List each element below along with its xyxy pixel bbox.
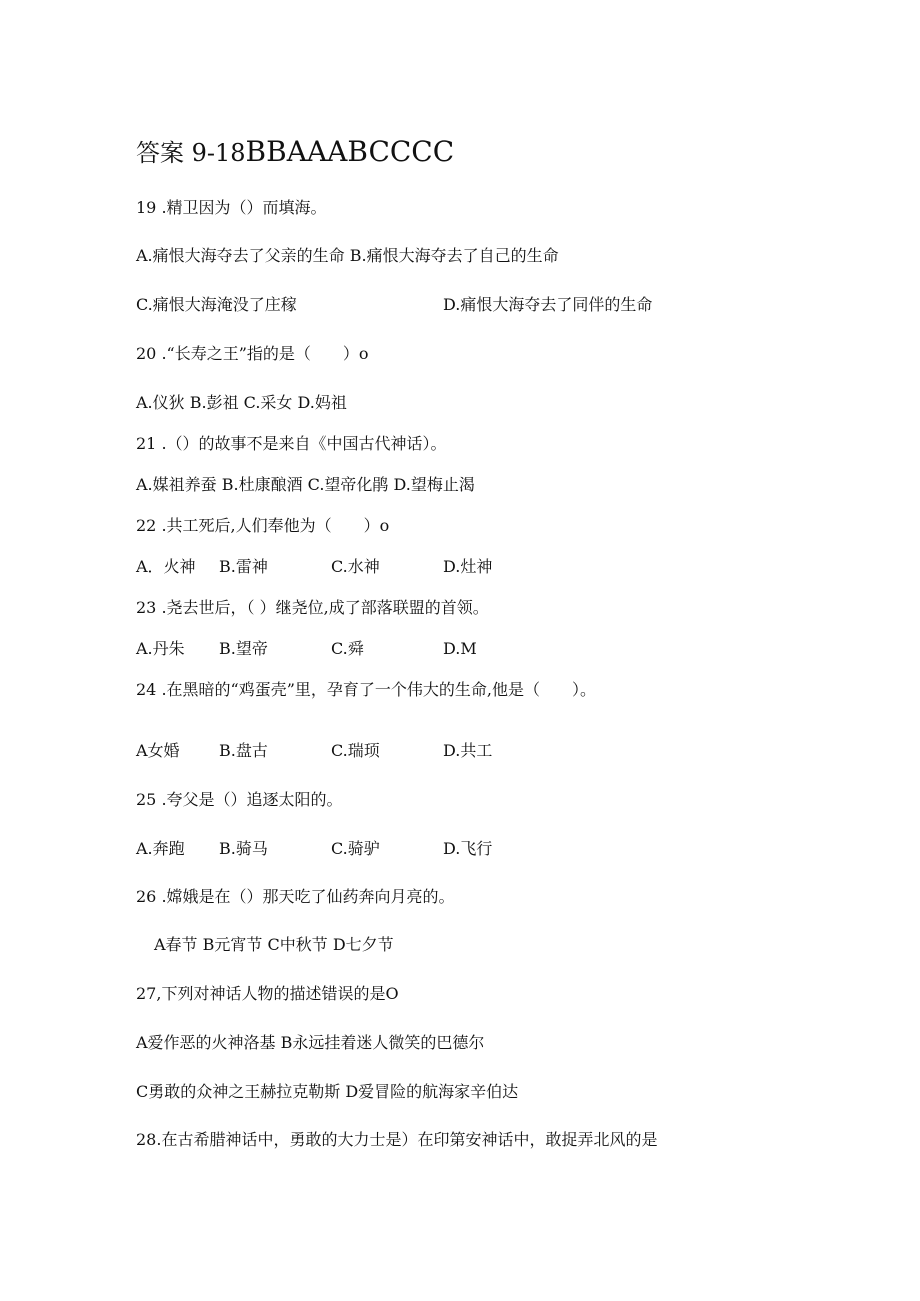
question-number: 27 (136, 984, 157, 1003)
question-26-stem (136, 886, 455, 908)
answer-key-heading (136, 137, 454, 168)
question-22-option-a: A．火神 (136, 557, 196, 576)
question-22-option-d: D.灶神 (443, 557, 493, 576)
question-number: 25 (136, 790, 157, 809)
question-22-stem (136, 515, 389, 537)
question-19-stem (136, 197, 327, 219)
question-28-stem (136, 1129, 657, 1151)
question-number: 22 (136, 516, 157, 535)
question-20-options: A.仪狄 B.彭祖 C.采女 D.妈祖 (136, 393, 347, 412)
question-23-stem (136, 597, 489, 619)
question-19-option-c: C.痛恨大海淹没了庄稼 (136, 295, 297, 314)
question-27-options-line-2: C勇敢的众神之王赫拉克勒斯 D爱冒险的航海家辛伯达 (136, 1082, 519, 1101)
question-text: .“长寿之王”指的是（ ）o (161, 344, 369, 363)
question-text: .嫦娥是在（）那天吃了仙药奔向月亮的。 (161, 887, 455, 906)
question-27-stem (136, 983, 399, 1005)
question-number: 21 (136, 434, 157, 453)
question-24-option-a: A女婚 (136, 741, 180, 760)
question-text: .夸父是（）追逐太阳的。 (161, 790, 343, 809)
question-22-option-b: B.雷神 (219, 557, 268, 576)
question-21-stem (136, 433, 447, 455)
question-25-stem (136, 789, 343, 811)
question-number: 23 (136, 598, 157, 617)
question-text: ,下列对神话人物的描述错误的是O (156, 984, 399, 1003)
question-text: .在古希腊神话中，勇敢的大力士是）在印第安神话中，敢捉弄北风的是 (156, 1130, 658, 1149)
question-19-option-d: D.痛恨大海夺去了同伴的生命 (443, 295, 653, 314)
question-26-options: A春节 B元宵节 C中秋节 D七夕节 (154, 935, 394, 954)
answer-key-label: 答案 9-18 (136, 139, 246, 167)
question-22-option-c: C.水神 (331, 557, 380, 576)
question-24-option-c: C.瑞顼 (331, 741, 380, 760)
question-number: 20 (136, 344, 157, 363)
question-25-option-a: A.奔跑 (136, 839, 185, 858)
question-text: .在黑暗的“鸡蛋壳”里，孕育了一个伟大的生命,他是（ ）。 (161, 680, 596, 699)
question-23-option-a: A.丹朱 (136, 639, 185, 658)
question-20-stem (136, 343, 369, 365)
question-24-option-d: D.共工 (443, 741, 493, 760)
question-23-option-c: C.舜 (331, 639, 364, 658)
question-24-option-b: B.盘古 (219, 741, 268, 760)
question-25-option-b: B.骑马 (219, 839, 268, 858)
question-21-options: A.媒祖养蚕 B.杜康酿酒 C.望帝化鹃 D.望梅止渴 (136, 475, 475, 494)
question-19-options-line-1 (136, 245, 559, 267)
answer-key-letters: BBAAABCCCC (245, 135, 455, 168)
question-25-option-c: C.骑驴 (331, 839, 380, 858)
question-23-option-b: B.望帝 (219, 639, 268, 658)
question-27-options-line-1: A爱作恶的火神洛基 B永远挂着迷人微笑的巴德尔 (136, 1033, 485, 1052)
question-23-option-d: D.M (443, 639, 477, 658)
question-number: 24 (136, 680, 157, 699)
question-text: .精卫因为（）而填海。 (161, 198, 327, 217)
question-number: 19 (136, 198, 157, 217)
question-number: 28 (136, 1130, 157, 1149)
question-text: .共工死后,人们奉他为（ ）o (161, 516, 390, 535)
question-text: .尧去世后，（ ）继尧位,成了部落联盟的首领。 (161, 598, 489, 617)
question-text: .（）的故事不是来自《中国古代神话）。 (161, 434, 447, 453)
question-24-stem (136, 679, 596, 701)
question-number: 26 (136, 887, 157, 906)
option-text: A.痛恨大海夺去了父亲的生命 B.痛恨大海夺去了自己的生命 (136, 246, 559, 265)
question-25-option-d: D.飞行 (443, 839, 493, 858)
